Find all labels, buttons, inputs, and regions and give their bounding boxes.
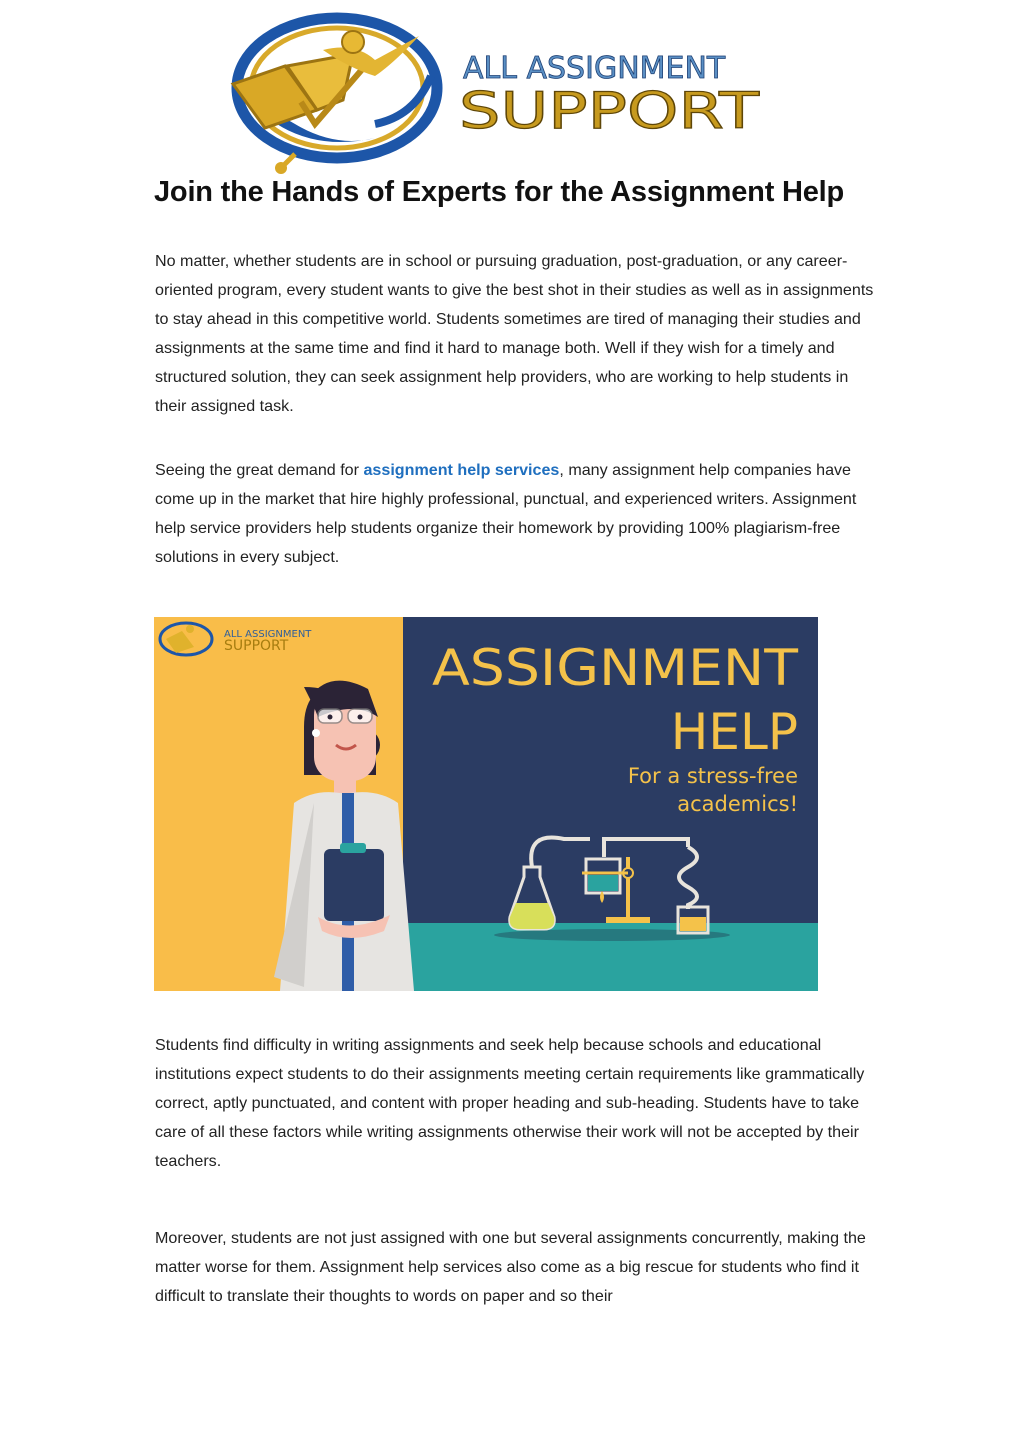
paragraph-moreover: Moreover, students are not just assigned with one but several assignments concurrently, making the matter worse for them. Assignment help services also come as a big rescue for students who find it difficult to translate their thoughts to words on paper and so their: [155, 1229, 866, 1305]
page-title: Join the Hands of Experts for the Assignment Help: [154, 176, 845, 208]
assignment-help-banner: [154, 617, 818, 991]
paragraph-intro: No matter, whether students are in school or pursuing graduation, post-graduation, or any career-oriented program, every student wants to give the best shot in their studies as well as in assignments to stay ahead in this competitive world. Students sometimes are tired of managing their studies and assignments at the same time and find it hard to manage both. Well if they wish for a timely and structured solution, they can seek assignment help providers, who are working to help students in their assigned task.: [155, 252, 874, 415]
banner-tagline-line2: academics!: [677, 792, 798, 816]
paragraph-demand-before: Seeing the great demand for: [155, 461, 364, 479]
paragraph-demand-after: , many assignment help companies have come up in the market that hire highly professional, punctual, and experienced writers. Assignment help service providers help students organize their homework by providing 100% plagiarism-free solutions in every subject.: [155, 461, 857, 566]
brand-logo: [225, 6, 785, 176]
banner-headline-help: HELP: [670, 703, 798, 761]
paragraph-demand: [155, 456, 877, 572]
banner-logo-line1: ALL ASSIGNMENT: [224, 629, 312, 640]
paragraph-difficulty: Students find difficulty in writing assignments and seek help because schools and educational institutions expect students to do their assignments meeting certain requirements like grammatically correct, aptly punctuated, and content with proper heading and sub-heading. Students have to take care of all these factors while writing assignments otherwise their work will not be accepted by their teachers.: [155, 1036, 865, 1170]
logo-emblem-icon: [233, 18, 437, 174]
banner-logo-line2: SUPPORT: [224, 638, 289, 654]
logo-line2: SUPPORT: [459, 82, 760, 140]
logo-line1: ALL ASSIGNMENT: [463, 51, 726, 86]
assignment-help-services-link[interactable]: assignment help services: [363, 461, 560, 479]
banner-headline-assignment: ASSIGNMENT: [432, 639, 799, 697]
banner-tagline-line1: For a stress-free: [627, 764, 798, 788]
